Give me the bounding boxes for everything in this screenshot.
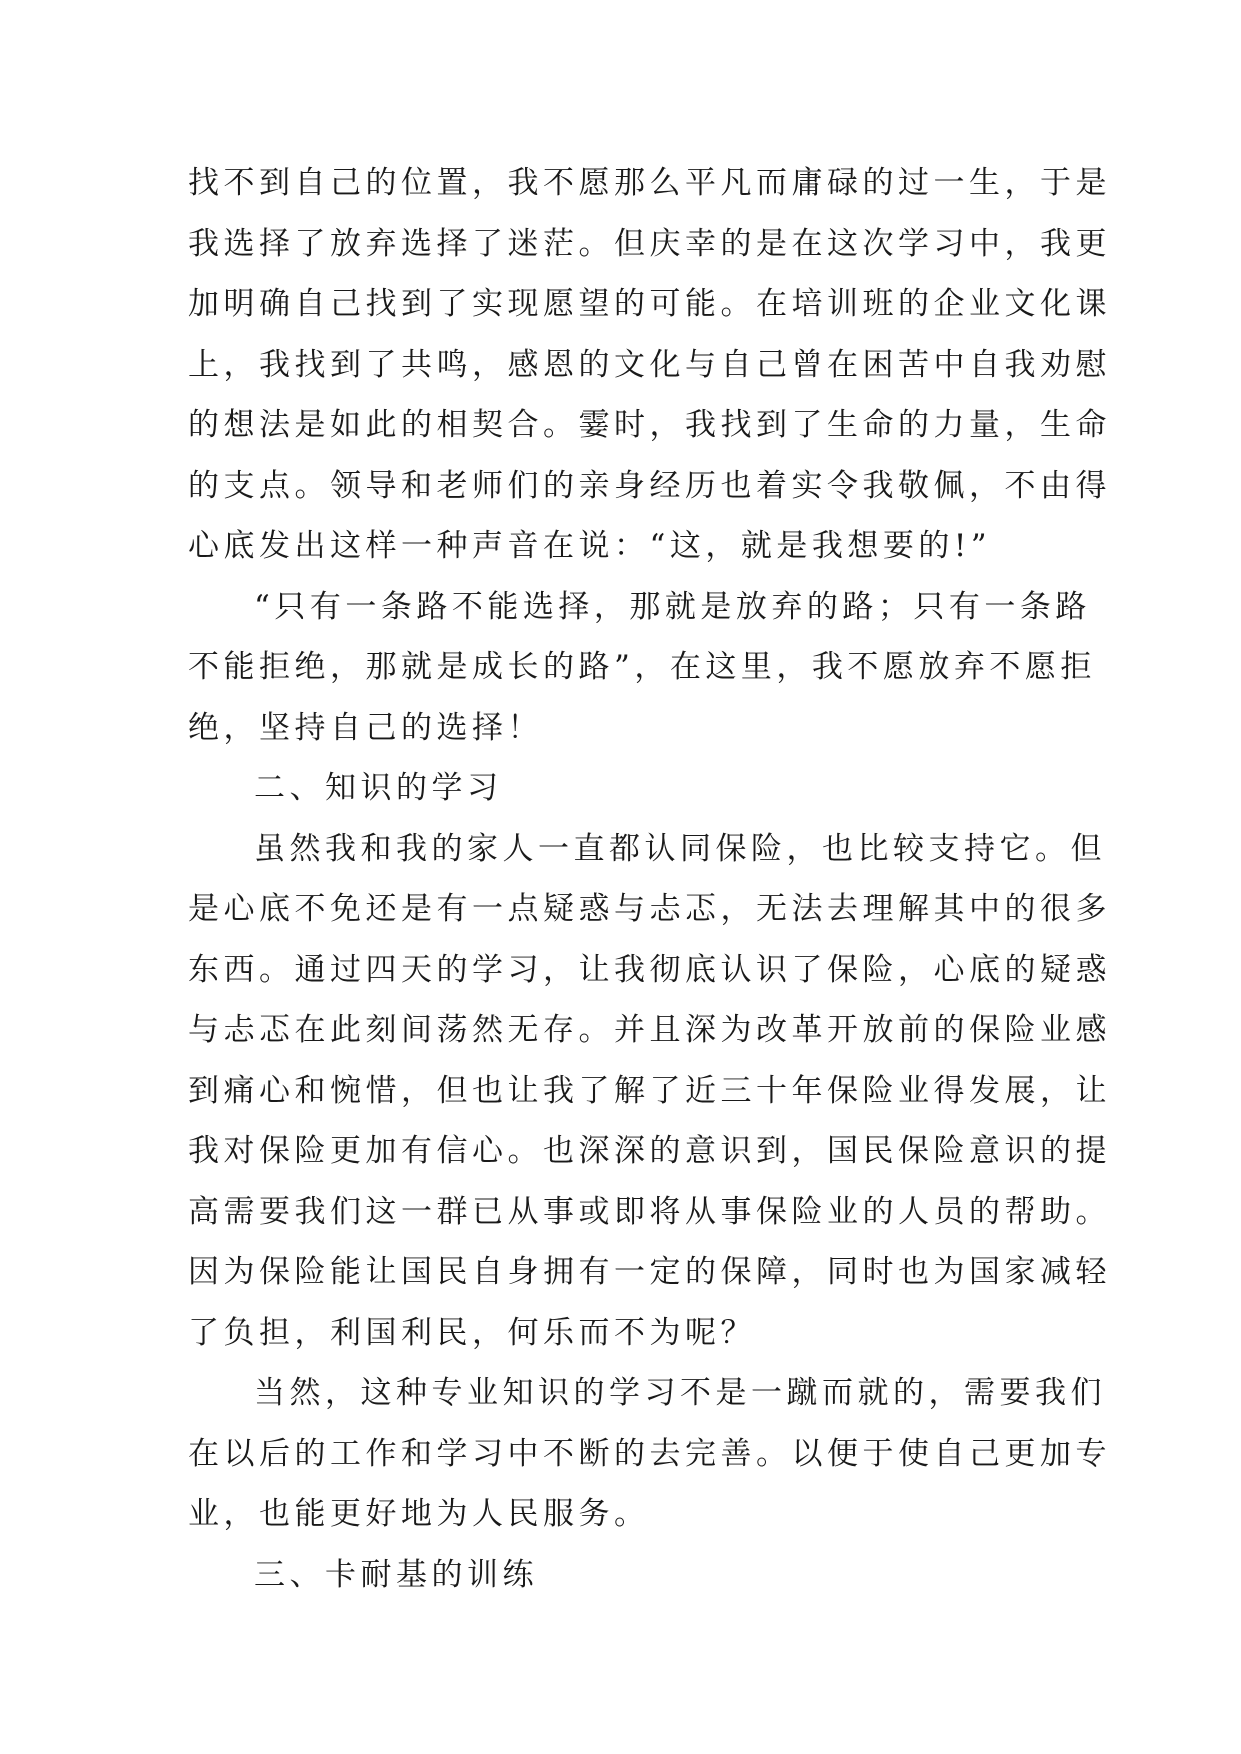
- text-line: 是心底不免还是有一点疑惑与忐忑，无法去理解其中的很多: [188, 891, 1111, 927]
- text-line: 的支点。领导和老师们的亲身经历也着实令我敬佩，不由得: [188, 467, 1111, 504]
- text-line: 高需要我们这一群已从事或即将从事保险业的人员的帮助。: [188, 1193, 1111, 1230]
- section-heading: 三、卡耐基的训练: [254, 1556, 538, 1593]
- text-line: 当然，这种专业知识的学习不是一蹴而就的，需要我们: [254, 1375, 1106, 1411]
- text-line: 我选择了放弃选择了迷茫。但庆幸的是在这次学习中，我更: [188, 225, 1111, 262]
- text-line: 业，也能更好地为人民服务。: [188, 1496, 650, 1532]
- section-heading: 二、知识的学习: [254, 770, 503, 806]
- text-line: “只有一条路不能选择，那就是放弃的路；只有一条路: [254, 588, 1091, 625]
- text-line: 在以后的工作和学习中不断的去完善。以便于使自己更加专: [188, 1435, 1111, 1472]
- text-line: 不能拒绝，那就是成长的路”，在这里，我不愿放弃不愿拒: [188, 649, 1096, 685]
- body-text: [188, 153, 1111, 1605]
- text-line: 上，我找到了共鸣，感恩的文化与自己曾在困苦中自我劝慰: [188, 346, 1111, 383]
- text-line: 我对保险更加有信心。也深深的意识到，国民保险意识的提: [188, 1133, 1111, 1169]
- text-line: 到痛心和惋惜，但也让我了解了近三十年保险业得发展，让: [188, 1072, 1111, 1109]
- text-line: 加明确自己找到了实现愿望的可能。在培训班的企业文化课: [188, 286, 1111, 322]
- text-line: 因为保险能让国民自身拥有一定的保障，同时也为国家减轻: [188, 1254, 1111, 1290]
- text-line: 了负担，利国利民，何乐而不为呢？: [188, 1314, 756, 1351]
- text-line: 找不到自己的位置，我不愿那么平凡而庸碌的过一生，于是: [188, 165, 1111, 201]
- text-line: 与忐忑在此刻间荡然无存。并且深为改革开放前的保险业感: [188, 1012, 1111, 1048]
- text-line: 的想法是如此的相契合。霎时，我找到了生命的力量，生命: [188, 407, 1111, 443]
- text-line: 虽然我和我的家人一直都认同保险，也比较支持它。但: [254, 830, 1106, 867]
- text-line: 绝，坚持自己的选择！: [188, 709, 543, 746]
- text-line: 心底发出这样一种声音在说：“这，就是我想要的!”: [188, 528, 992, 564]
- text-line: 东西。通过四天的学习，让我彻底认识了保险，心底的疑惑: [188, 951, 1111, 988]
